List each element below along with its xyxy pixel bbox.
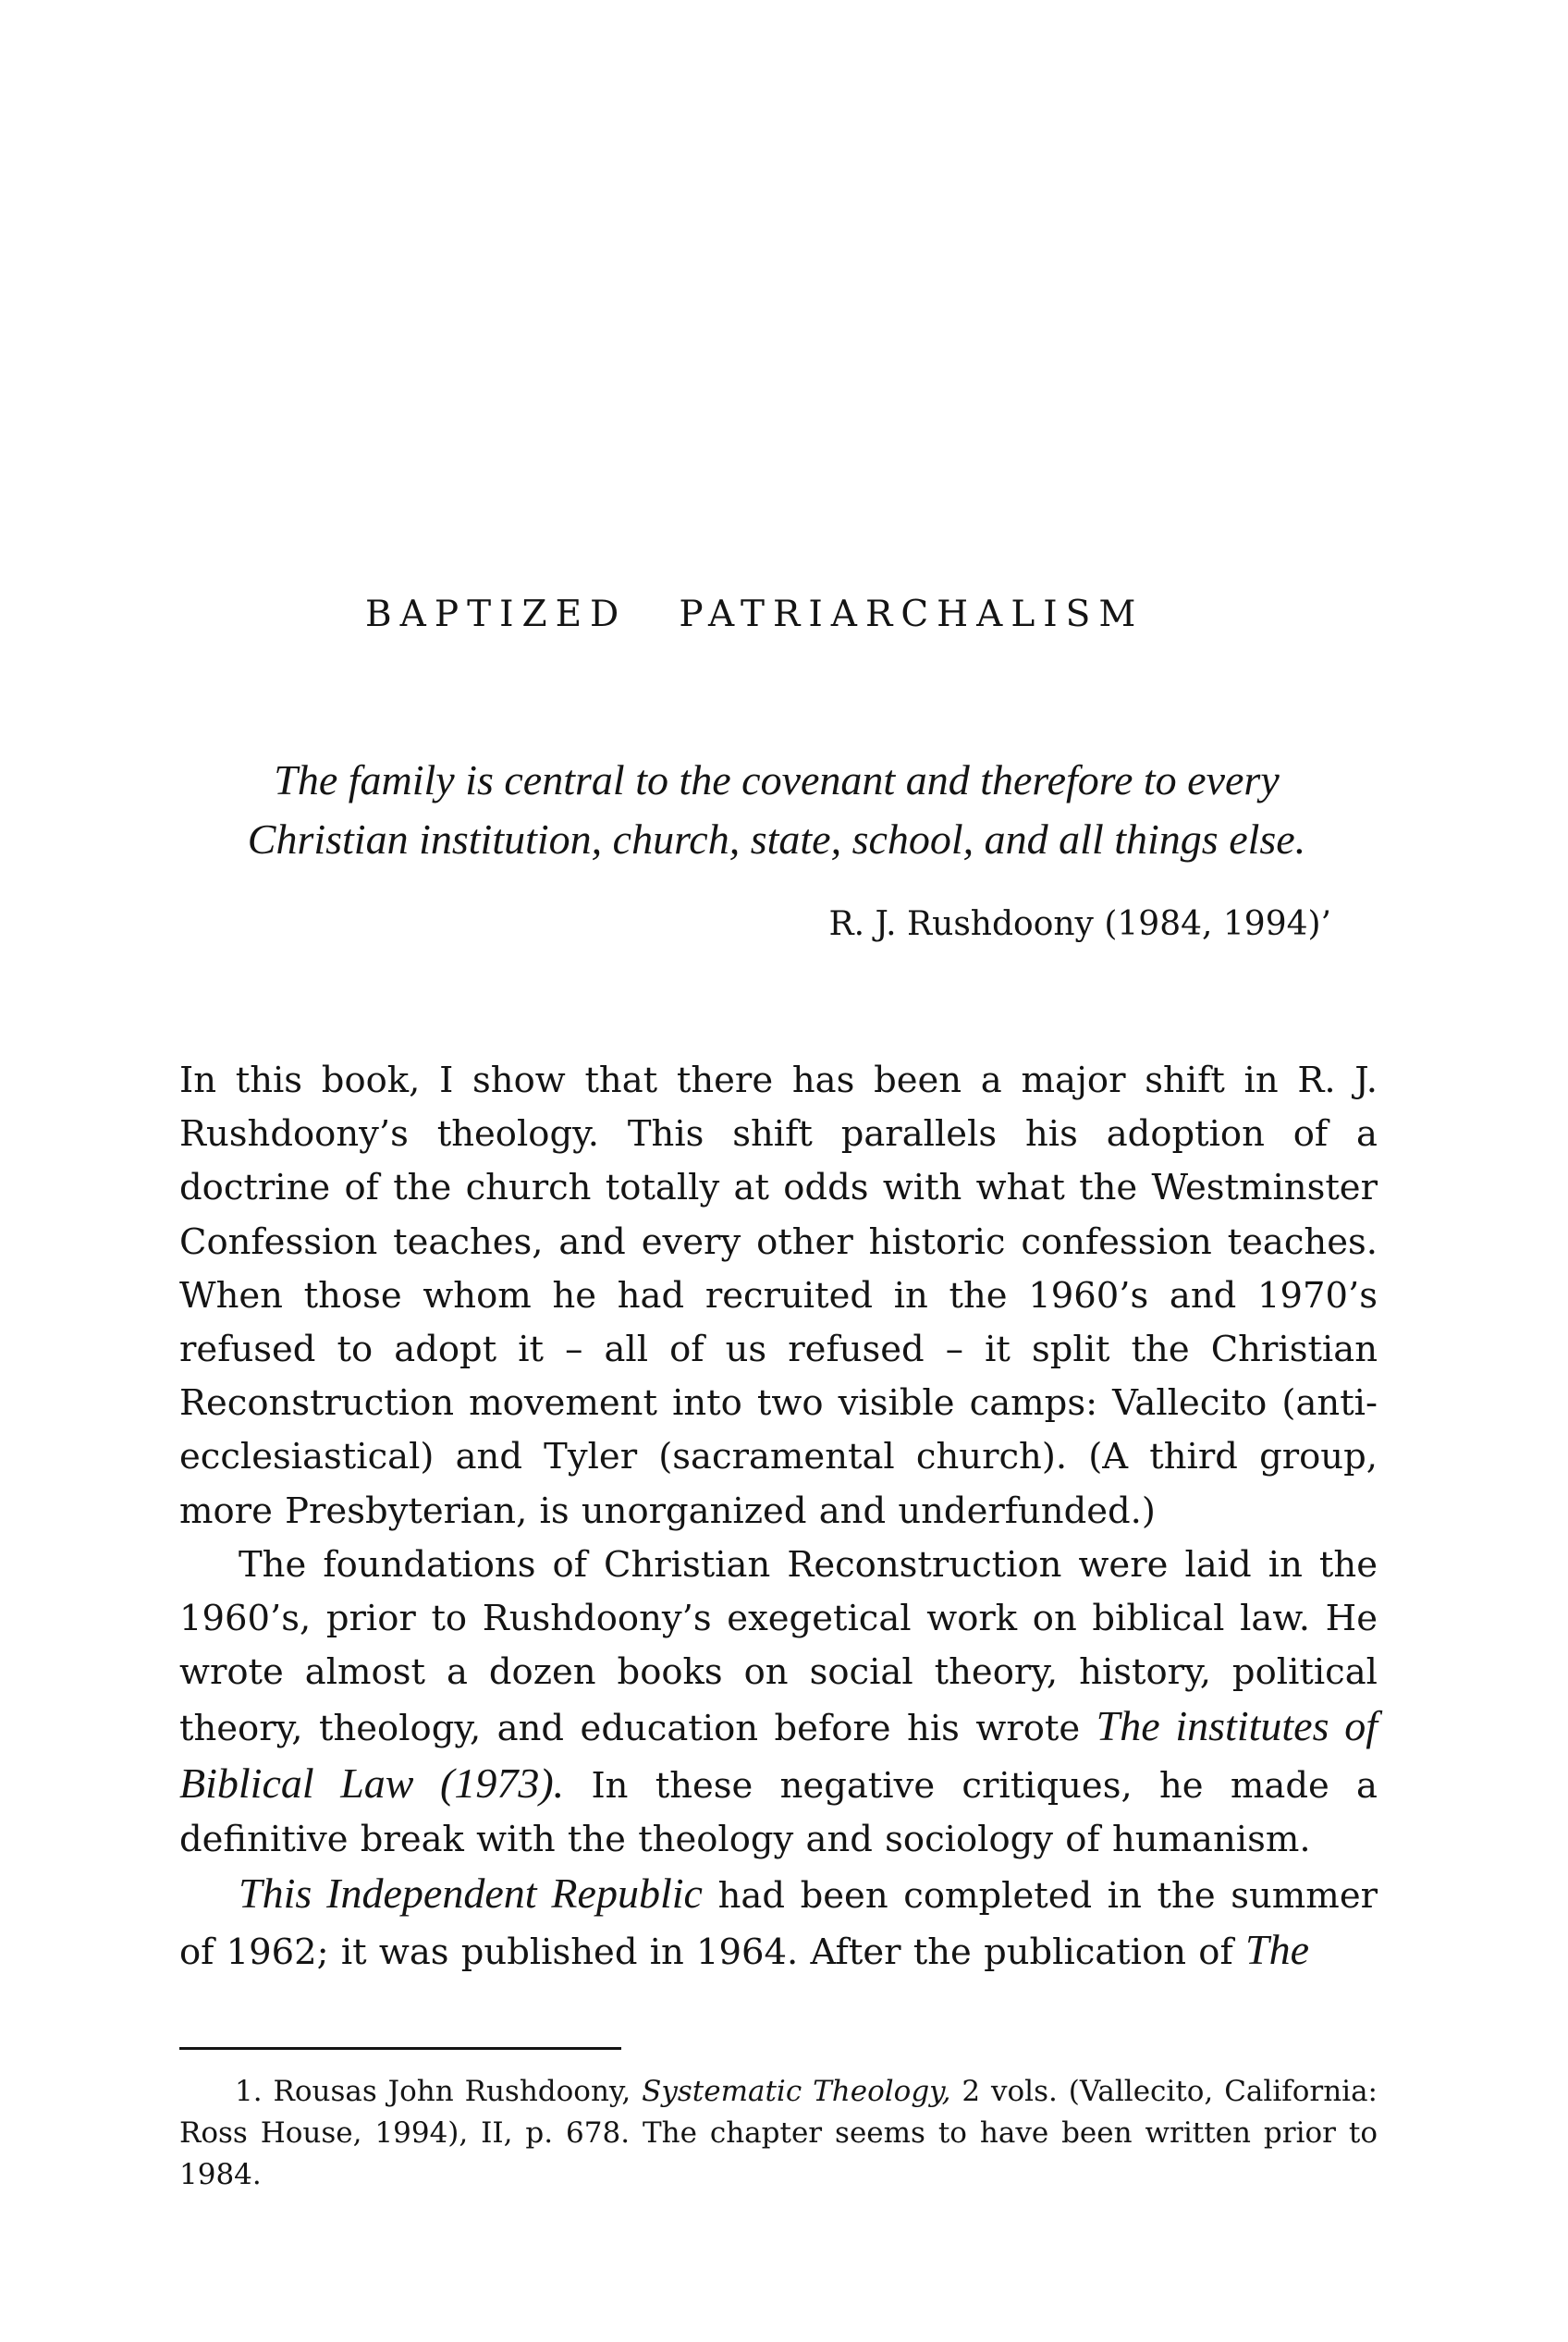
chapter-title-word-2: PATRIARCHALISM [679, 594, 1145, 635]
footnote-divider [179, 2047, 621, 2050]
footnote-1 [179, 2071, 1378, 2196]
footnote-book-title: Systematic Theology, [642, 2075, 951, 2108]
chapter-title [365, 592, 1197, 638]
paragraph-2 [179, 1539, 1378, 1867]
book-title-institutes: The institutes of Biblical Law (1973). [179, 1702, 1378, 1807]
body-text [179, 1054, 1378, 1980]
paragraph-2-start: The foundations of Christian Reconstruction were laid in the 1960’s, prior to Rushdoony’s exegetical work on biblical law. He wrote almost a dozen books on social theory, history, political theory, theology, and education before his wrote [179, 1543, 1378, 1750]
chapter-title-word-1: BAPTIZED [365, 594, 628, 635]
book-title-independent-republic: This Independent Republic [239, 1870, 703, 1918]
footnote-start: 1. Rousas John Rushdoony, [235, 2075, 631, 2108]
paragraph-1: In this book, I show that there has been a major shift in R. J. Rushdoony’s theology. This shift parallels his adoption of a doctrine of the church totally at odds with what the Westminster Confession teaches, and every other historic confession teaches. When those whom he had recruited in the 1960’s and 1970’s refused to adopt it – all of us refused – it split the Christian Reconstruction movement into two visible camps: Vallecito (anti-ecclesiastical) and Tyler (sacramental church). (A third group, more Presbyterian, is unorganized and underfunded.) [179, 1060, 1378, 1532]
epigraph-citation: R. J. Rushdoony (1984, 1994)’ [828, 905, 1331, 943]
footnote-rest: 2 vols. (Vallecito, California: Ross House, 1994), II, p. 678. The chapter seems to have been written prior to 1984. [179, 2075, 1378, 2191]
paragraph-3-middle: had been completed in the summer of 1962; it was published in 1964. After the publication of [179, 1875, 1378, 1974]
paragraph-2-end: In these negative critiques, he made a definitive break with the theology and sociology of humanism. [179, 1764, 1378, 1860]
paragraph-3 [179, 1867, 1378, 1980]
epigraph-quote: The family is central to the covenant and therefore to every Christian institution, church, state, school, and all things else. [247, 756, 1306, 863]
paragraph-3-trailing-title: The [1244, 1926, 1309, 1974]
